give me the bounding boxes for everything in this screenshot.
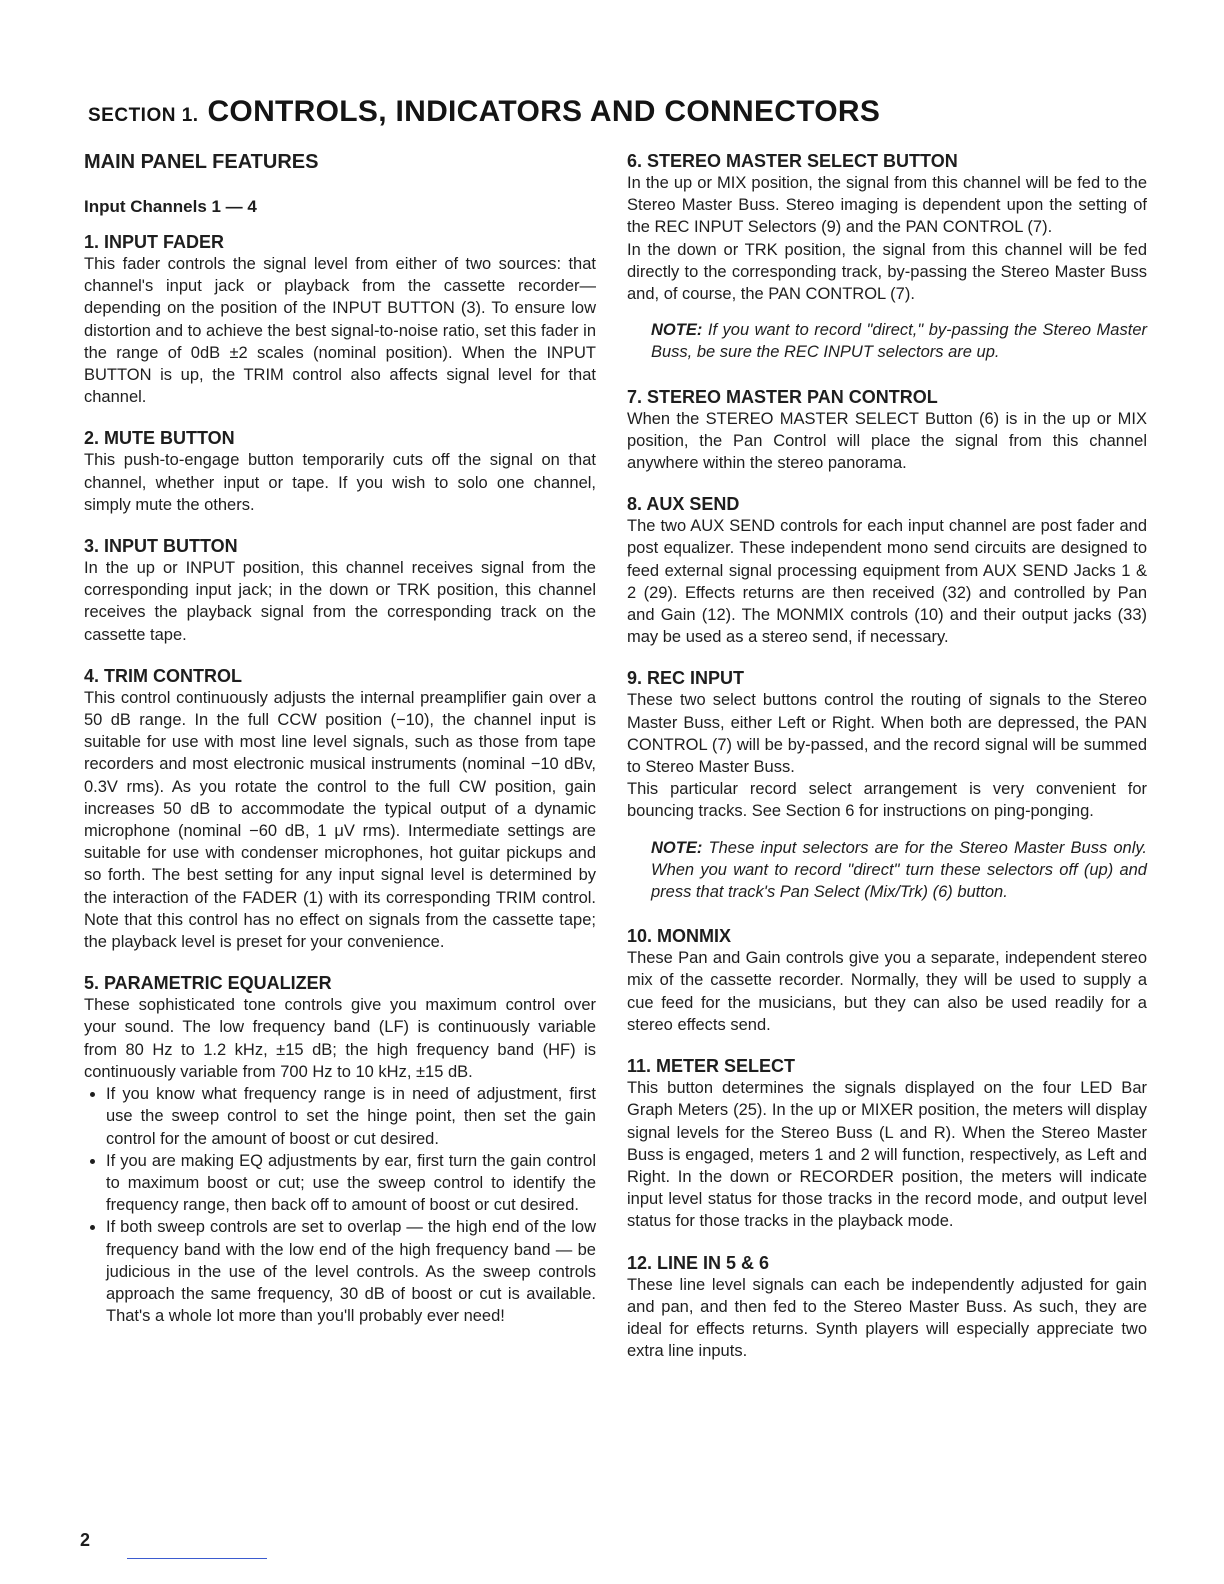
feature-rec-input: [627, 667, 1147, 903]
feature-input-button: [84, 535, 596, 646]
feature-text: These sophisticated tone controls give you maximum control over your sound. The low frequency band (LF) is continuously variable from 80 Hz to 1.2 kHz, ±15 dB; the high frequency band (HF) is continuously variable from 700 Hz to 10 kHz, ±15 dB.: [84, 996, 596, 1081]
right-column: [627, 150, 1147, 1381]
note-text: These input selectors are for the Stereo Master Buss only. When you want to record "direct" turn these selectors off (up) and press that track's Pan Select (Mix/Trk) (6) button.: [651, 838, 1148, 902]
feature-stereo-master-select: [627, 150, 1147, 364]
list-item: • If both sweep controls are set to overlap — the high end of the low frequency band with the low end of the high frequency band — be judicious in the use of the level controls. As the sweep controls approach the same frequency, 30 dB of boost or cut is available. That's a whole lot more than you'll probably ever need!: [106, 1216, 596, 1327]
feature-text: This fader controls the signal level from either of two sources: that channel's input jack or playback from the cassette recorder—depending on the position of the INPUT BUTTON (3). To ensure low distortion and to achieve the best signal-to-noise ratio, set this fader in the range of 0dB ±2 scales (nominal position). When the INPUT BUTTON is up, the TRIM control also affects signal level for that channel.: [84, 255, 596, 407]
feature-aux-send: [627, 493, 1147, 648]
feature-title: 2. MUTE BUTTON: [84, 428, 235, 449]
feature-parametric-equalizer: [84, 972, 596, 1327]
feature-line-in: [627, 1252, 1147, 1363]
feature-text: This button determines the signals displayed on the four LED Bar Graph Meters (25). In the up or MIXER position, the meters will display signal levels for the Stereo Buss (L and R). When the Stereo Master Buss is engaged, meters 1 and 2 will function, respectively, as Left and Right. In the down or RECORDER position, the meters will indicate input level status for those tracks in the record mode, and output level status for those tracks in the playback mode.: [627, 1079, 1147, 1231]
section-heading: CONTROLS, INDICATORS AND CONNECTORS: [207, 95, 881, 128]
list-item: • If you are making EQ adjustments by ear, first turn the gain control to maximum boost or cut; use the sweep control to identify the frequency range, then back off to amount of boost or cut desired.: [106, 1150, 596, 1217]
feature-meter-select: [627, 1055, 1147, 1232]
left-column: [84, 150, 596, 1346]
feature-text: These two select buttons control the routing of signals to the Stereo Master Buss, either Left or Right. When both are depressed, the PAN CONTROL (7) will be by-passed, and the record signal will be summed to Stereo Master Buss.: [627, 691, 1147, 777]
feature-title: 1. INPUT FADER: [84, 232, 225, 252]
feature-trim-control: [84, 665, 596, 953]
feature-title: 4. TRIM CONTROL: [84, 665, 242, 686]
note: [627, 319, 1147, 363]
note: [627, 837, 1147, 904]
feature-title: 9. REC INPUT: [627, 668, 745, 689]
feature-monmix: [627, 925, 1147, 1036]
feature-text: In the up or INPUT position, this channel receives signal from the corresponding input jack; in the down or TRK position, this channel receives the playback signal from the corresponding track on the cassette tape.: [84, 559, 596, 644]
section-label: SECTION 1.: [88, 105, 199, 126]
main-panel-heading: MAIN PANEL FEATURES: [84, 151, 319, 173]
feature-title: 6. STEREO MASTER SELECT BUTTON: [627, 151, 958, 171]
feature-title: 5. PARAMETRIC EQUALIZER: [84, 973, 332, 994]
note-label: NOTE:: [651, 321, 703, 340]
note-text: If you want to record "direct," by-passing the Stereo Master Buss, be sure the REC INPUT selectors are up.: [651, 321, 1147, 362]
feature-title: 8. AUX SEND: [627, 494, 740, 515]
feature-text: These Pan and Gain controls give you a separate, independent stereo mix of the cassette recorder. Normally, they will be used to supply a cue feed for the musicians, but they can also be used readily for a stereo effects send.: [627, 949, 1147, 1034]
feature-text: This particular record select arrangement is very convenient for bouncing tracks. See Section 6 for instructions on ping-ponging.: [627, 780, 1147, 821]
feature-text: This control continuously adjusts the internal preamplifier gain over a 50 dB range. In the full CCW position (−10), the channel input is suitable for use with most line level signals, such as those from tape recorders and most electronic musical instruments (nominal −10 dBv, 0.3V rms). As you rotate the control to the full CW position, gain increases 50 dB to accommodate the typical output of a dynamic microphone (nominal −60 dB, 1 μV rms). Intermediate settings are suitable for use with condenser microphones, hot guitar pickups and so forth. The best setting for any input signal level is determined by the interaction of the FADER (1) with its corresponding TRIM control. Note that this control has no effect on signals from the cassette tape; the playback level is preset for your convenience.: [84, 688, 596, 952]
feature-text: In the up or MIX position, the signal from this channel will be fed to the Stereo Master Buss. Stereo imaging is dependent upon the setting of the REC INPUT Selectors (9) and the PAN CONTROL (7).: [627, 174, 1147, 237]
feature-title: 11. METER SELECT: [627, 1056, 796, 1077]
feature-title: 3. INPUT BUTTON: [84, 536, 238, 557]
feature-mute-button: [84, 427, 596, 516]
feature-input-fader: [84, 231, 596, 408]
feature-text: When the STEREO MASTER SELECT Button (6) is in the up or MIX position, the Pan Control will place the signal from this channel anywhere within the stereo panorama.: [627, 409, 1147, 473]
section-title: [88, 92, 880, 129]
eq-tips-list: [84, 1083, 596, 1327]
feature-stereo-master-pan: [627, 386, 1147, 475]
feature-title: 10. MONMIX: [627, 926, 732, 947]
feature-text: In the down or TRK position, the signal from this channel will be fed directly to the corresponding track, by-passing the Stereo Master Buss and, of course, the PAN CONTROL (7).: [627, 240, 1147, 304]
feature-title: 12. LINE IN 5 & 6: [627, 1252, 770, 1273]
page-number: 2: [80, 1530, 91, 1550]
feature-text: This push-to-engage button temporarily cuts off the signal on that channel, whether input or tape. If you wish to solo one channel, simply mute the others.: [84, 451, 596, 514]
feature-title: 7. STEREO MASTER PAN CONTROL: [627, 386, 938, 407]
note-label: NOTE:: [651, 838, 703, 857]
feature-text: The two AUX SEND controls for each input channel are post fader and post equalizer. These independent mono send circuits are designed to feed external signal processing equipment from AUX SEND Jacks 1 & 2 (29). Effects returns are then received (32) and controlled by Pan and Gain (12). The MONMIX controls (10) and their output jacks (33) may be used as a stereo send, if necessary.: [627, 517, 1147, 647]
footer-rule: [127, 1558, 267, 1559]
feature-text: These line level signals can each be independently adjusted for gain and pan, and then fed to the Stereo Master Buss. As such, they are ideal for effects returns. Synth players will especially appreciate two extra line inputs.: [627, 1275, 1147, 1361]
list-item: • If you know what frequency range is in need of adjustment, first use the sweep control to set the hinge point, then set the gain control for the amount of boost or cut desired.: [106, 1083, 596, 1150]
input-channels-subheading: Input Channels 1 — 4: [84, 197, 257, 216]
